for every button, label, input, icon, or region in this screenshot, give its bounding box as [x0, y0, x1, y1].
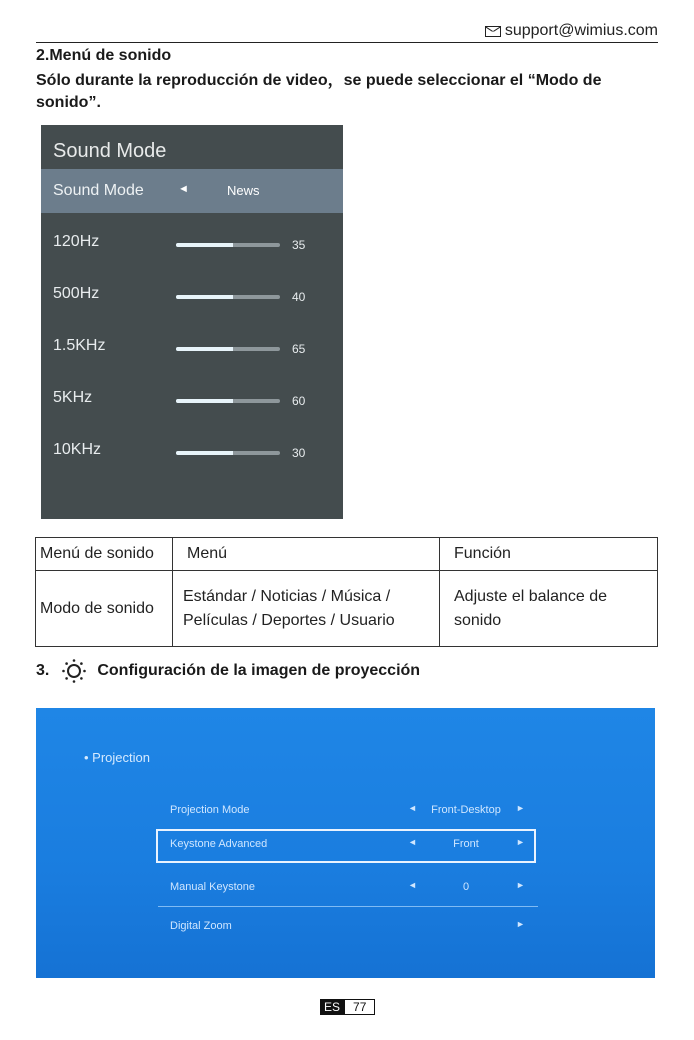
section-number: 3.	[36, 662, 50, 679]
menu-row-digital-zoom[interactable]	[166, 913, 538, 941]
section3-title: Configuración de la imagen de proyección	[97, 662, 421, 679]
eq-label: 1.5KHz	[53, 337, 106, 354]
row-label: Manual Keystone	[170, 881, 255, 893]
table-header-cell: Menú	[173, 538, 440, 571]
left-arrow-icon[interactable]: ◄	[178, 183, 189, 195]
eq-value: 40	[292, 290, 306, 304]
divider	[158, 906, 538, 907]
eq-value: 60	[292, 394, 306, 408]
row-value: 0	[462, 881, 470, 893]
eq-slider[interactable]	[176, 347, 280, 351]
right-arrow-icon[interactable]: ►	[516, 803, 525, 813]
menu-row-manual-keystone[interactable]	[166, 874, 538, 902]
eq-slider-fill	[176, 295, 233, 299]
table-cell: Adjuste el balance de sonido	[440, 571, 658, 647]
row-label: Projection Mode	[170, 804, 250, 816]
table-cell: Estándar / Noticias / Música / Películas / Deportes / Usuario	[173, 571, 440, 647]
eq-row-10khz[interactable]	[41, 441, 343, 471]
table-header-row	[36, 538, 658, 571]
row-label: Digital Zoom	[170, 920, 232, 932]
eq-slider[interactable]	[176, 451, 280, 455]
table-header-cell: Menú de sonido	[36, 538, 173, 571]
page-footer	[320, 999, 375, 1015]
sound-menu-table	[35, 537, 658, 647]
table-cell: Modo de sonido	[36, 571, 173, 647]
eq-slider[interactable]	[176, 243, 280, 247]
eq-row-5khz[interactable]	[41, 389, 343, 419]
section-title: 2.Menú de sonido	[36, 47, 172, 64]
right-arrow-icon[interactable]: ►	[516, 919, 525, 929]
eq-value: 30	[292, 446, 306, 460]
left-arrow-icon[interactable]: ◄	[408, 880, 417, 890]
row-value: Front-Desktop	[431, 804, 501, 816]
eq-slider-fill	[176, 347, 233, 351]
eq-label: 500Hz	[53, 285, 100, 302]
eq-slider[interactable]	[176, 399, 280, 403]
projection-screen	[36, 708, 655, 978]
sound-mode-label: Sound Mode	[53, 182, 144, 199]
eq-slider-fill	[176, 451, 233, 455]
language-badge: ES	[320, 999, 344, 1015]
row-label: Keystone Advanced	[170, 838, 268, 850]
eq-row-120hz[interactable]	[41, 233, 343, 263]
eq-label: 5KHz	[53, 389, 93, 406]
eq-slider-fill	[176, 243, 233, 247]
row-value: Front	[453, 838, 479, 850]
eq-label: 120Hz	[53, 233, 100, 250]
sun-icon	[61, 658, 87, 684]
support-email	[485, 22, 658, 40]
right-arrow-icon[interactable]: ►	[516, 880, 525, 890]
eq-row-500hz[interactable]	[41, 285, 343, 315]
sound-mode-value: News	[227, 183, 260, 198]
mail-icon	[485, 26, 501, 37]
projection-title: • Projection	[84, 750, 150, 765]
eq-slider-fill	[176, 399, 233, 403]
eq-slider[interactable]	[176, 295, 280, 299]
eq-row-1-5khz[interactable]	[41, 337, 343, 367]
table-row	[36, 571, 658, 647]
left-arrow-icon[interactable]: ◄	[408, 837, 417, 847]
eq-value: 35	[292, 238, 306, 252]
left-arrow-icon[interactable]: ◄	[408, 803, 417, 813]
panel-title: Sound Mode	[53, 140, 167, 162]
email-text: support@wimius.com	[504, 22, 658, 39]
header-rule	[36, 42, 658, 43]
menu-row-keystone-advanced[interactable]	[156, 829, 536, 863]
eq-value: 65	[292, 342, 306, 356]
section-intro: Sólo durante la reproducción de video，se puede seleccionar el “Modo de sonido”.	[36, 72, 602, 111]
sound-mode-panel	[41, 125, 343, 519]
sound-mode-row[interactable]	[41, 169, 343, 213]
section3-heading	[36, 658, 420, 684]
page-number: 77	[344, 999, 375, 1015]
right-arrow-icon[interactable]: ►	[516, 837, 525, 847]
table-header-cell: Función	[440, 538, 658, 571]
menu-row-projection-mode[interactable]	[166, 797, 538, 825]
eq-label: 10KHz	[53, 441, 102, 458]
